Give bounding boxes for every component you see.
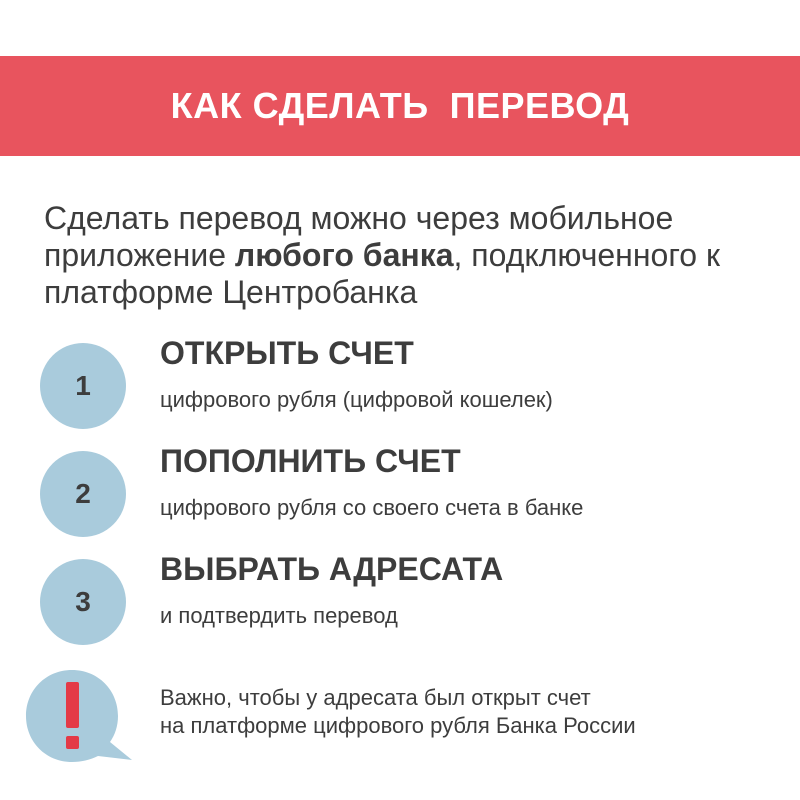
step-number: 2: [75, 478, 91, 509]
step-title: ВЫБРАТЬ АДРЕСАТА: [160, 551, 504, 587]
intro-text: [44, 200, 784, 311]
step-subtitle: и подтвердить перевод: [160, 603, 398, 628]
step-number-circle: [40, 451, 126, 537]
step-number-circle: [40, 559, 126, 645]
step-2: [40, 443, 780, 541]
note-line-1: Важно, чтобы у адресата был открыт счет: [160, 685, 591, 710]
step-number: 1: [75, 370, 91, 401]
step-number-circle: [40, 343, 126, 429]
page-title: КАК СДЕЛАТЬ ПЕРЕВОД: [170, 85, 630, 126]
step-number: 3: [75, 586, 91, 617]
step-subtitle: цифрового рубля со своего счета в банке: [160, 495, 584, 520]
step-1: [40, 335, 780, 433]
intro-bold: любого банка: [234, 237, 454, 273]
step-subtitle: цифрового рубля (цифровой кошелек): [160, 387, 553, 412]
step-3: [40, 551, 780, 649]
exclamation-bubble-icon: [22, 668, 142, 768]
step-title: ОТКРЫТЬ СЧЕТ: [160, 335, 414, 371]
title-banner: [0, 56, 800, 156]
note-text: [160, 684, 780, 740]
intro-part1: Сделать перевод можно через мобильное приложение: [44, 200, 674, 273]
step-title: ПОПОЛНИТЬ СЧЕТ: [160, 443, 461, 479]
intro-part2: , подключенного к платформе Центробанка: [44, 237, 720, 310]
note-line-2: на платформе цифрового рубля Банка России: [160, 713, 636, 738]
